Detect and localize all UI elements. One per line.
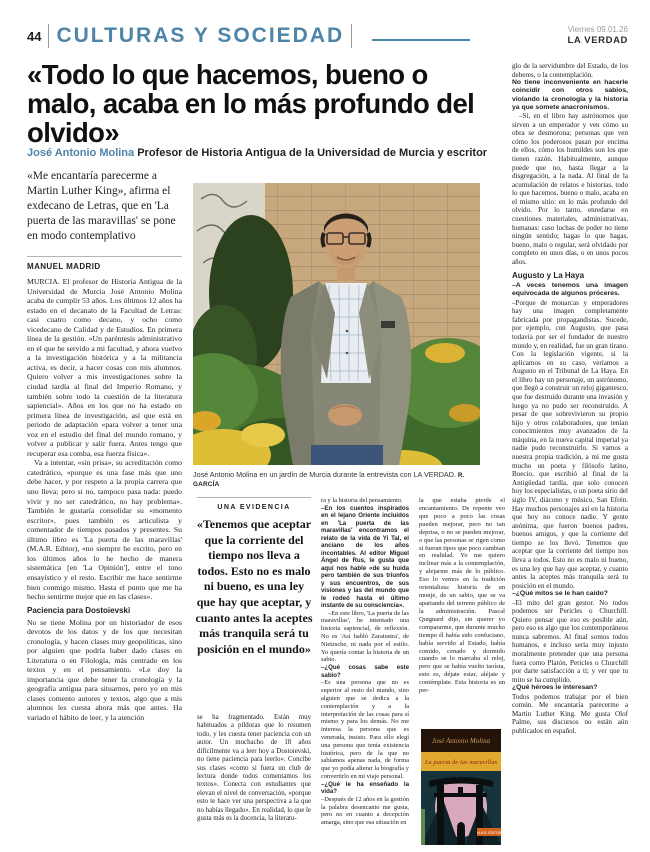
article-paragraph: –A veces tenemos una imagen equivocada de algunos próceres. [512, 282, 628, 298]
article-paragraph: MURCIA. El profesor de Historia Antigua de la Universidad de Murcia José Antonio Molina acaba de cumplir 53 años. Los últimos 12 años ha estado en el decanato de la Facultad de Letras: casi cuatro como decano, y ocho como vicedecano de Calidad y de Estudios. En primera línea de la gestión. «Un paréntesis administrativo en el que he servido a mi facultad, y ahora vuelvo a la investigación histórica y a la militancia activa, es decir, a hacer cosas con mis alumnos. Quiero volver a mis investigaciones sobre la ciudad tardía al final del Imperio Romano, y también sobre todo la cuestión de la literatura sapiencial». Años en los que no ha estado en primera línea de investigación, así que está en periodo de adaptación «para volver a tener una voz en el estudio del final del mundo romano, y volver a publicar y salir fuera. Antes tengo que recuperar esa comba, esa fuerza física». [27, 277, 182, 458]
interview-photo [193, 183, 480, 465]
article-paragraph: –Es una persona que no es superior al resto del mundo, sino alguien que se dedica a la contemplación y a la interpretación de las cosas para sí mismo y para los demás. No me interesa la persona que es venerada, insisto. Para ello elegí una persona que tenía existencia histórica, pero de la que no sabíamos apenas nada, de forma que yo podía alterar la biografía y convertirlo en mi viaje personal. [321, 679, 409, 780]
article-paragraph: glo de la servidumbre del Estado, de los deberes, o la contemplación. [512, 62, 628, 79]
photo-illustration [193, 183, 480, 465]
article-paragraph: –Sí, en el libro hay astrónomos que sirven a un emperador y ven cómo su obra se desmorona; personas que ven cómo los poderosos pasan por encima de ellos, cómo los humildes son los que tienen razón. Habitualmente, aunque puede que no, hasta llegar a la disgregación, a la nada. Al final de la acumulación de relatos e historias, todo lo que hacemos, bueno o malo, acaba en el mismo sitio: en lo más profundo del olvido. Por lo tanto, enredarse en cuestiones materiales, administrativas, humanas: caso luchas de poder no tiene ningún sentido; hagas lo que hagas, bueno, malo o regular, será olvidado por completo en unos días, o en unos pocos años. [512, 112, 628, 266]
book-cover-art [421, 729, 501, 845]
book-title-text: La puerta de las maravillas [425, 760, 497, 766]
article-paragraph: se ha fragmentado. Están muy habituados a píldoras que lo resumen todo, y les cuesta tener paciencia con un autor. Un muchacho de 18 años difícilmente va a leer hoy a Dostoievski, no tiene paciencia para leerlo». Concibe sus clases «como si fuera un club de lectura donde todos comentamos los textos». Conecta con estudiantes que elevan el nivel de conversación, «porque esto te hace ver una perspectiva a la que no habías llegado». En realidad, lo que le gusta más es la docencia, la literatu- [197, 714, 311, 823]
edition-date: Viernes 09.01.26 [567, 25, 628, 34]
pull-quote-label: UNA EVIDENCIA [217, 504, 291, 511]
divider-rule [197, 497, 311, 498]
caption-text: José Antonio Molina en un jardín de Murcia durante la entrevista con LA VERDAD. [193, 470, 458, 479]
header-divider [48, 24, 49, 48]
book-author-text: José Antonio Molina [431, 737, 491, 745]
divider-rule [27, 256, 182, 257]
article-paragraph: –En los cuentos inspirados en el lejano Oriente incluidos en 'La puerta de las maravillas' encontramos el relato de la vida de Yi Tal, el anciano de los años incontables. Al editor Miguel Ángel de Rus, le gusta que aquí nos hable «de su huida pero también de sus triunfos y sus encuentros, de sus visiones y las del mundo que le rodeó hasta el último instante de su consciencia». [321, 504, 409, 610]
article-subhead: Augusto y La Haya [512, 270, 585, 280]
byline: MANUEL MADRID [27, 262, 101, 271]
article-paragraph: –¿Qué cosas sabe este sabio? [321, 664, 409, 679]
article-paragraph: –Después de 12 años en la gestión la palabra desencanto me gusta, pero no en cuanto a decepción amarga, sino que esa situación en [321, 795, 409, 827]
article-paragraph: la que estaba pierde el encantamiento. De repente veo que poco a poco las cosas pueden mejorar, pero no tan deprisa, o no se pueden mejorar, o que las personas se rigen como si fueran tipos que poco cambian en realidad. Yo me quiero inclinar más a la contemplación, y alejarme más de lo público. Eso lo vemos en la tradición orientalista: historia de un monje, de un sabio, que se va apartando del terreno público de la administración. Pascal Quignard dijo, sin querer yo compararme, que durante mucho tiempo él había sido confuciano, había servido al Estado, había comido, cenado y dormido cuando se lo marcaba el reloj, pero que se había vuelto taoísta, esto es, déjate estar, aléjate y contémplate. Esta historia es un per- [419, 497, 505, 695]
article-paragraph: ¿Qué héroes le interesan? [512, 684, 598, 692]
photo-caption [193, 470, 480, 488]
section-rule [372, 39, 470, 41]
section-header [27, 24, 352, 48]
article-paragraph: Todos podemos trabajar por el bien común. Me encantaría parecerme a Martin Luther King. Me gusta Olof Palme, sus discursos no están aún publicados en español. [512, 692, 628, 735]
book-publisher-text: M.A.R. EDITOR [476, 831, 501, 835]
pull-quote: «Tenemos que aceptar que la corriente del tiempo nos lleva a todos. Esto no es malo ni bueno, es una ley que hay que aceptar, y cuanto antes la aceptes más tranquila será tu posición en el mundo» [195, 517, 313, 656]
standfirst: «Me encantaría parecerme a Martin Luther King», afirma el exdecano de Letras, que en 'La puerta de las maravillas' se pone en modo contemplativo [27, 170, 176, 242]
article-paragraph: –¿Qué mitos se le han caído? [512, 590, 608, 598]
book-cover [421, 729, 501, 845]
header-divider [351, 24, 352, 48]
section-title: CULTURAS Y SOCIEDAD [56, 24, 345, 47]
article-column-3 [321, 497, 409, 845]
article-subhead: Paciencia para Dostoievski [27, 605, 131, 615]
article-paragraph: –En este libro, 'La puerta de las maravillas', he intentado una historia sapiencial, de reflexión. No es 'Así habló Zaratustra', de Nietzsche, ni nada por el estilo. Yo quería contar la historia de un sabio. [321, 609, 409, 664]
article-paragraph: No se tiene Molina por un historiador de esos devotos de los datos y de los que necesitan cronología, y hacen clases muy geopolíticas, sino por alguien que podría haber dado clases en Literatura o en Filología, más centrado en los textos y en el pensamiento. «Le doy la importancia que debe tener la cronología y la geografía antigua para situarnos, pero yo en mis clases comento autores y textos, algo que a mis alumnos les cuesta ahora más que antes. Ha variado el hábito de leer, y la atención [27, 617, 182, 722]
article-paragraph: –Porque de monarcas y emperadores hay una imagen completamente fabricada por propagandistas. Sucede, por ejemplo, con Augusto, que pasa todavía por ser el fundador de nuestro mundo y, en realidad, fue un gran tirano. Con la legislación vigente, si la aplicamos en su caso, veríamos a Augusto en el Tribunal de La Haya. En el libro hay un personaje, un astrónomo, que llegó a construir un reloj gigantesco, que fue destruido durante una invasión y luego ya no pudo ser reconstruido. A pesar de que sobrevivieron su propio hijo y otros colaboradores, que tenían conocimientos muy avanzados de la máquina, en la nueva capital imperial ya nadie pudo reconstruirlo. Si vamos a nuestra propia tradición, a mí me gusta mucho un poeta y filósofo latino, Boecio, que escribió al final de la Antigüedad tardía, que solo conocen hoy los especialistas, o un poeta sirio del siglo IV, diácono y músico, San Efrén. Hay muchos personajes así en la historia que hoy no conoce nadie. Y gente anónima, que fueron buenos padres, buenos amigos, y que la corriente del tiempo se los llevó. Tenemos que aceptar que la corriente del tiempo nos lleva a todos. Esto no es malo ni bueno, es una ley que hay que aceptar, y cuanto antes la aceptes más tranquila será tu posición en el mundo. [512, 298, 628, 590]
photo-credit: R. GARCÍA [193, 472, 465, 488]
kicker-role: Profesor de Historia Antigua de la Universidad de Murcia y escritor [134, 147, 488, 159]
newspaper-brand: LA VERDAD [567, 35, 628, 46]
article-paragraph: –¿Qué le ha enseñado la vida? [321, 780, 409, 796]
article-column-1 [27, 277, 182, 845]
article-headline: «Todo lo que hacemos, bueno o malo, acaba en lo más profundo del olvido» [27, 59, 475, 149]
article-column-5 [512, 62, 628, 845]
article-column-2 [197, 714, 311, 845]
masthead-dateline [568, 25, 628, 47]
kicker-name: José Antonio Molina [27, 147, 135, 159]
article-paragraph: ra y la historia del pensamiento. [321, 497, 403, 504]
article-paragraph: No tiene inconveniente en hacerle coincidir con otros sabios, violando la cronología y la historia ya que somete anacronismos. [512, 79, 628, 111]
article-paragraph: Va a intentar, «sin prisa», su acreditación como catedrático, «porque es una fase más que uno debe hacer, y por respeto a la propia carrera que uno lleva; pero si no, tampoco pasa nada: puedo vivir y no ser catedrático, no hay problema». También le gustaría consolidar su «momento escritor», pues también es articulista y comentador de tiempos pasados y presentes. Su último libro es 'La puerta de las maravillas' (M.A.R. Editor), «no siempre he escrito, pero en los últimos años lo he hecho de manera sistemática [en 'La Opinión'], entre el tono ensayístico y el resto. Escribir me hace sentirme bien conmigo mismo. Hasta el punto que me ha hecho sentirme mejor que en las clases». [27, 458, 182, 602]
page-number: 44 [27, 28, 42, 44]
article-column-4 [419, 497, 505, 727]
article-paragraph: –El mito del gran gestor. No todos podemos ser Pericles o Churchill. Quiero pensar que eso es posible aún, pero eso es algo que los contemporáneos nunca sabremos. Al final somos todos humanos, e incluso sería muy injusto moralmente pretender que una persona fuera como Platón, Pericles o Churchill por darte satisfacción a ti; y ver que tu mito se ha cumplido. [512, 598, 628, 684]
